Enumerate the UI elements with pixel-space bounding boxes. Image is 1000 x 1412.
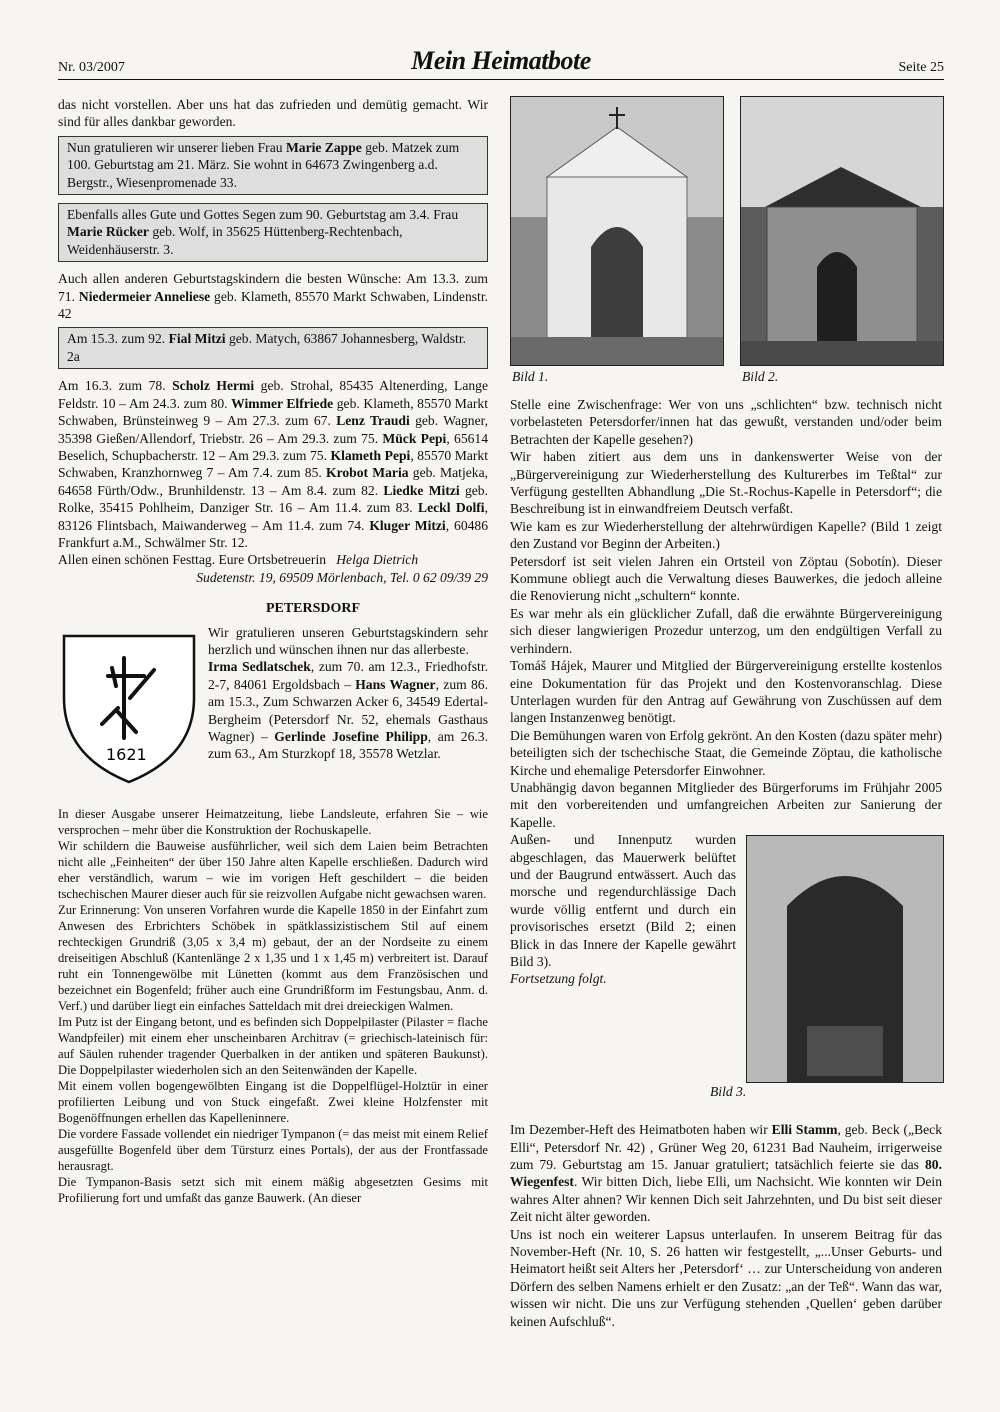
caption-bild3: Bild 3. [710, 1084, 747, 1100]
birthday-name: Klameth Pepi [330, 447, 411, 463]
petersdorf-birthday-text: , zum 86. am 15.3., Zum Schwarzen Acker 6, 34549 Edertal-Bergheim (Petersdorf Nr. 52, ehemals Gasthaus Wagner) – [208, 676, 488, 744]
article-paragraph: Petersdorf ist seit vielen Jahren ein Ortsteil von Zöptau (Sobotín). Dieser Kommune obliegt auch die Verwaltung dieses Bauwerkes, die jedoch alleine die Renovierung nicht „schultern“ konnte. [510, 553, 942, 604]
article-paragraph: Mit einem vollen bogengewölbten Eingang ist die Doppelflügel-Holztür in einer profilierten Leibung und von Stuck eingefaßt. Zwei kleine Holzfenster mit Bogenöffnungen erhellen das Kapelleninnere. [58, 1078, 488, 1125]
correction-name: 80. Wiegenfest [510, 1156, 942, 1190]
photo-row [510, 96, 942, 396]
birthday-box-zappe: Nun gratulieren wir unserer lieben Frau Marie Zappe geb. Matzek zum 100. Geburtstag am 21. März. Sie wohnt in 64673 Zwingenberg a.d. Bergstr., Wiesenpromenade 33. [58, 136, 488, 195]
article-continued [510, 396, 942, 831]
petersdorf-birthday-text: , zum 70. am 12.3., Friedhofstr. 2-7, 84061 Ergoldsbach – [208, 659, 488, 692]
birthday-name: Scholz Hermi [172, 378, 255, 394]
honoree-name: Fial Mitzi [168, 331, 226, 347]
page-header [58, 46, 944, 80]
correction-lapsus: Uns ist noch ein weiterer Lapsus unterlaufen. In unserem Beitrag für das November-Heft (Nr. 10, S. 26 hatten wir festgestellt, „...Unser Geburts- und Heimatort heißt seit Alters her ‚Petersdorf‘ … zur Unterscheidung von anderen Dörfern des selben Namens erhielt er den Zusatz: „an der Teß“. Wann das war, wissen wir nicht. Die uns zur Verfügung stehenden ‚Quellen‘ geben darüber keinen Aufschluß“. [510, 1226, 942, 1329]
birthday-name: Leckl Dolfi [418, 500, 485, 516]
birthday-text: geb. Matjeka, 64658 Fürth/Odw., Brunhildenstr. 13 – Am 8.4. zum 82. [58, 465, 488, 498]
correction-text: , geb. Beck („Beck Elli“, Petersdorf Nr. 42) , Grüner Weg 20, 61231 Bad Nauheim, irrigerweise zum 79. Geburtstag am 15. Januar gratuliert; tatsächlich feierte sie das [510, 1122, 942, 1172]
coat-of-arms-icon [58, 628, 200, 788]
section-title: PETERSDORF [265, 601, 361, 617]
birthday-name: Wimmer Elfriede [231, 395, 334, 411]
birthday-text: Am 16.3. zum 78. [58, 378, 173, 394]
header-rule [58, 79, 944, 80]
birthday-list [58, 377, 488, 551]
birthday-box-ruecker: Ebenfalls alles Gute und Gottes Segen zum 90. Geburtstag am 3.4. Frau Marie Rücker geb. Wolf, in 35625 Hüttenberg-Rechtenbach, Weidenhäuserstr. 3. [58, 203, 488, 262]
birthday-name: Liedke Mitzi [383, 482, 460, 498]
birthday-text: geb. Strohal, 85435 Altenerding, Lange Feldstr. 10 – Am 24.3. zum 80. [58, 378, 488, 411]
birthday-text: , 65614 Beselich, Schupbacherstr. 12 – Am 29.3. zum 75. [58, 430, 489, 463]
article-paragraph: Im Putz ist der Eingang betont, und es befinden sich Doppelpilaster (Pilaster = flache Wandpfeiler) mit einem eher unscheinbaren Architrav (= griechisch-lateinisch für: auf Säulen ruhender tragender Querbalken in der antiken und späteren Baukunst). Die Doppelpilaster wiederholen sich an den Seitenwänden der Kapelle. [58, 1014, 488, 1077]
birthday-name: Mück Pepi [382, 430, 447, 446]
birthday-text: , 60486 Frankfurt a.M., Schwälmer Str. 12. [58, 517, 489, 550]
birthday-text: , 83126 Flintsbach, Maiwanderweg – Am 11.4. zum 74. [58, 500, 488, 533]
article-paragraph: Zur Erinnerung: Von unseren Vorfahren wurde die Kapelle 1850 in der Einfahrt zum Anwesen des Erbrichters Schöbek in spätklassizistischem Stil auf einem rechteckigen Grundriß (3,05 x 3,4 m) gebaut, der an der Nordseite zu einem dreiseitigen Abschluß (Kantenlänge 2 x 1,35 und 1 x 1,45 m) verbreitert ist. Darauf ruht ein Tonnengewölbe mit Lünetten (kommt aus dem Französischen und bezeichnet ein Bogenfeld; früher auch eine Grundrißform im Festungsbau, Anm. d. Verf.) und darüber liegt ein einfaches Satteldach mit drei dreieckigen Walmen. [58, 902, 488, 1013]
page-number: Seite 25 [898, 60, 944, 75]
honoree-name: Marie Rücker [67, 224, 149, 240]
correction-text: . Wir bitten Dich, liebe Elli, um Nachsicht. Wie konnten wir Dein wahres Alter ahnen? Wir kennen Dich seit Jahrzehnten, und Du bist seit dieser Zeit nicht älter geworden. [510, 1174, 942, 1225]
crest-year: 1621 [106, 744, 147, 764]
article-paragraph: Unabhängig davon begannen Mitglieder des Bürgerforums im Frühjahr 2005 mit den vorbereitenden und umfangreichen Arbeiten zur Sanierung der Kapelle. [510, 779, 942, 830]
article-paragraph: Wie kam es zur Wiederherstellung der altehrwürdigen Kapelle? (Bild 1 zeigt den Zustand vor Beginn der Arbeiten.) [510, 518, 942, 552]
birthday-name: Lenz Traudi [336, 413, 410, 429]
birthday-text: geb. Klameth, 85570 Markt Schwaben, Brünsteinweg 9 – Am 27.3. zum 67. [58, 395, 488, 429]
caption-bild2: Bild 2. [742, 369, 779, 384]
photo-chapel-interior [710, 835, 942, 1100]
right-column [510, 96, 942, 1330]
birthday-text: geb. Rolke, 35415 Pohlheim, Danziger Str. 16 – Am 11.4. zum 83. [58, 482, 489, 516]
issue-number: Nr. 03/2007 [58, 60, 125, 75]
signature-address: Sudetenstr. 19, 69509 Mörlenbach, Tel. 0 62 09/39 29 [196, 569, 488, 585]
article-paragraph: Die Tympanon-Basis setzt sich mit einem mäßig abgesetzten Gesims mit Profilierung fort und umfaßt das ganze Bauwerk. (An dieser [58, 1174, 488, 1205]
closing-line: Allen einen schönen Festtag. Eure Ortsbetreuerin Helga Dietrich [58, 552, 419, 568]
caption-bild1: Bild 1. [512, 369, 549, 384]
intro-text: das nicht vorstellen. Aber uns hat das zufrieden und demütig gemacht. Wir sind für alles dankbar geworden. [58, 97, 488, 130]
signature-name: Helga Dietrich [336, 552, 419, 568]
petersdorf-birthday-name: Hans Wagner [355, 676, 436, 692]
article-paragraph: Stelle eine Zwischenfrage: Wer von uns „schlichten“ bzw. technisch nicht vorbelasteten Petersdorfer/innen hat das gewußt, verstanden und/oder beim Betrachten der Kapelle gesehen?) [510, 397, 942, 447]
masthead-logo: Mein Heimatbote [411, 46, 591, 75]
continued-note: Fortsetzung folgt. [510, 971, 607, 987]
wishes-text: Auch allen anderen Geburtstagskindern die besten Wünsche: Am 13.3. zum 71. Niedermeier Anneliese geb. Klameth, 85570 Markt Schwaben, Lindenstr. 42 [58, 271, 489, 322]
article-paragraph: Wir haben zitiert aus dem uns in dankenswerter Weise von der „Bürgervereinigung zur Wiederherstellung des Kulturerbes im Teßtal“ zur Verfügung gestellten Abhandlung „Die St.-Rochus-Kapelle in Petersdorf“; die Beschreibung ist in einwandfreiem Deutsch verfaßt. [510, 449, 942, 517]
honoree-name: Marie Zappe [285, 139, 362, 155]
petersdorf-birthday-name: Gerlinde Josefine Philipp [274, 729, 428, 744]
birthday-name: Krobot Maria [326, 465, 409, 481]
birthday-name: Kluger Mitzi [369, 517, 446, 533]
article-paragraph: Tomáš Hájek, Maurer und Mitglied der Bürgervereinigung erstellte kostenlos eine Dokumentation für das Projekt und den Kostenvoranschlag. Diese Unterlagen wurden für den Antrag auf Gewährung von Zuschüssen auf dem langen Instanzenweg benötigt. [510, 658, 942, 726]
left-column [58, 96, 488, 1206]
petersdorf-birthday-text: , am 26.3. zum 63., Am Sturzkopf 18, 35578 Wetzlar. [208, 729, 488, 762]
correction-text: Im Dezember-Heft des Heimatboten haben wir [510, 1122, 772, 1138]
petersdorf-intro: Wir gratulieren unseren Geburtstagskindern sehr herzlich und wünschen ihnen nur das allerbeste. [208, 624, 488, 657]
birthday-text: , 85570 Markt Schwaben, Kranzhornweg 7 – Am 7.4. zum 85. [58, 447, 488, 481]
photo-chapel-renovation [740, 96, 944, 366]
birthday-box-fial: Am 15.3. zum 92. Fial Mitzi geb. Matych, 63867 Johannesberg, Waldstr. 2a [58, 327, 488, 369]
article-paragraph: Die Bemühungen waren von Erfolg gekrönt. An den Kosten (dazu später mehr) beteiligten sich der tschechische Staat, die Gemeinde Zöptau, die katholische Kirche und ehemalige Petersdorfer Einwohner. [510, 727, 942, 778]
article-paragraph: Es war mehr als ein glücklicher Zufall, daß die erwähnte Bürgervereinigung sich dieser langwierigen Prozedur unterzog, um den endgültigen Verfall zu verhindern. [510, 605, 942, 656]
article-rochuskapelle [58, 806, 488, 1206]
birthday-text: geb. Wagner, 35398 Gießen/Allendorf, Triebstr. 26 – Am 29.3. zum 75. [58, 413, 488, 446]
correction-name: Elli Stamm [771, 1122, 838, 1138]
article-paragraph: Wir schildern die Bauweise ausführlicher, weil sich dem Laien beim Betrachten nicht alle „Feinheiten“ der über 150 Jahre alten Kapelle erschließen. Dadurch wird eher verständlich, warum – wie im vorigen Heft geschildert – die beiden tschechischen Maurer dieser auch für sie reizvollen Aufgabe nicht gewachsen waren. [58, 838, 488, 901]
article-paragraph: Die vordere Fassade vollendet ein niedriger Tympanon (= das meist mit einem Relief ausgefüllte Bogenfeld über dem Türsturz eines Portals), der aus der Frontfassade herausragt. [58, 1126, 488, 1173]
petersdorf-birthday-name: Irma Sedlatschek [208, 659, 311, 675]
article-paragraph: In dieser Ausgabe unserer Heimatzeitung, liebe Landsleute, erfahren Sie – wie versprochen – mehr über die Konstruktion der Rochuskapelle. [58, 806, 488, 837]
photo-chapel-before [510, 96, 724, 366]
renovation-text: Außen- und Innenputz wurden abgeschlagen, das Mauerwerk belüftet und der Baugrund entwässert. Auch das morsche und regendurchlässige Dach wurde völlig entfernt und durch ein provisorisches ersetzt (Bild 2; einen Blick in das Innere der Kapelle gewährt Bild 3). [510, 832, 736, 969]
correction-elli-stamm [510, 1121, 942, 1225]
